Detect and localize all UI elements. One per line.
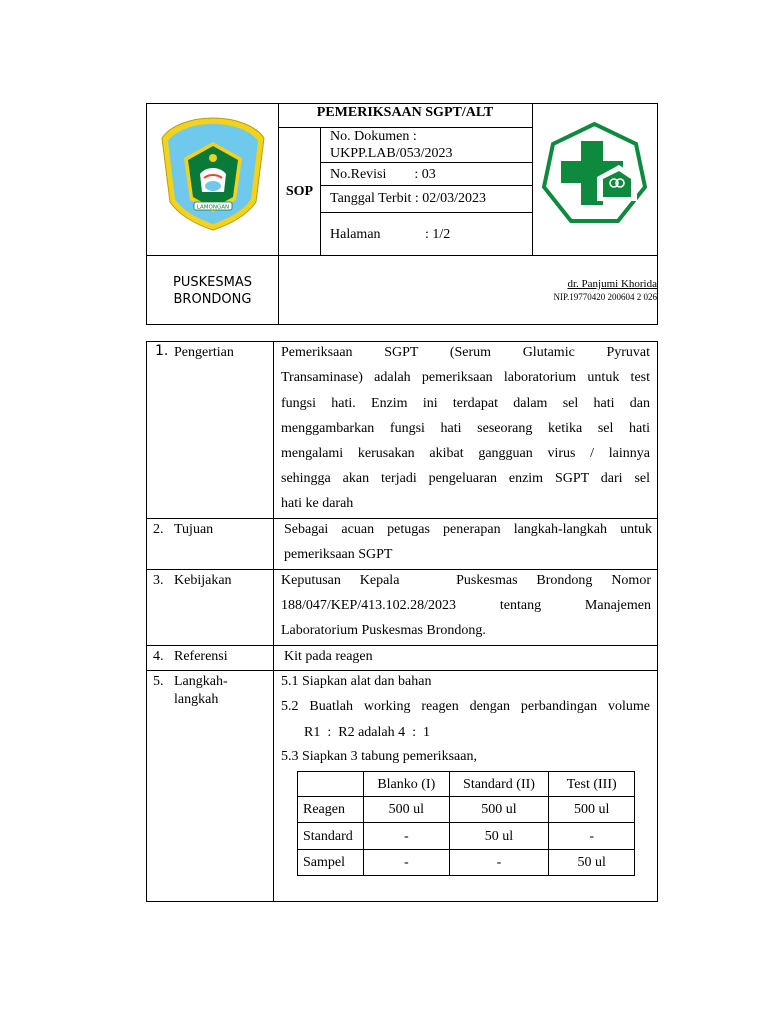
halaman-value: : 1/2 [425,227,451,242]
reagent-table-header-row [298,772,635,797]
step-5-3: 5.3 Siapkan 3 tabung pemeriksaan, [281,749,477,764]
section-2-label: Tujuan [174,522,214,537]
section-5-label-line2: langkah [174,692,219,707]
signer-nip: NIP.19770420 200604 2 026 [553,292,657,302]
reagent-table-header: Test (III) [549,772,635,797]
table-cell: 500 ul [449,797,549,823]
section-1-line: Pemeriksaan SGPT (Serum Glutamic Pyruvat [281,345,650,360]
reagent-table [297,771,635,876]
table-cell: - [549,823,635,849]
table-cell: - [363,823,449,849]
table-cell: - [363,849,449,875]
table-row [298,823,635,849]
section-4-number: 4. [153,649,164,664]
organization-name-line1: PUSKESMAS [173,275,252,290]
no-dokumen-label: No. Dokumen : [330,129,417,144]
no-revisi: No.Revisi : 03 [330,167,436,182]
section-3-label: Kebijakan [174,573,232,588]
section-1-line: Transaminase) adalah pemeriksaan laboratorium untuk test [281,370,650,385]
table-cell: 500 ul [363,797,449,823]
section-1-line: sehingga akan terjadi pengeluaran enzim SGPT dari sel [281,471,650,486]
kabupaten-emblem-logo [156,114,270,234]
reagent-table-header [298,772,364,797]
section-3-line: 188/047/KEP/413.102.28/2023 tentang Manajemen [281,598,651,613]
step-5-1: 5.1 Siapkan alat dan bahan [281,674,432,689]
table-cell: Reagen [298,797,364,823]
section-1-number: 1. [155,343,169,359]
section-1-line: mengalami kerusakan akibat gangguan virus / lainnya [281,446,650,461]
document-title: PEMERIKSAAN SGPT/ALT [316,105,494,120]
reagent-table-header: Blanko (I) [363,772,449,797]
svg-text:LAMONGAN: LAMONGAN [196,204,230,211]
sop-label: SOP [285,184,314,199]
step-5-2-ratio: R1 : R2 adalah 4 : 1 [304,725,430,740]
section-1-line: menggambarkan fungsi hati seseorang ketika sel hati [281,421,650,436]
no-dokumen-value: UKPP.LAB/053/2023 [330,146,453,161]
table-row [298,797,635,823]
section-2-line: pemeriksaan SGPT [284,547,393,562]
section-1-label: Pengertian [174,345,234,360]
halaman-label: Halaman [330,227,381,242]
section-2-line: Sebagai acuan petugas penerapan langkah-langkah untuk [284,522,652,537]
section-3-line: Laboratorium Puskesmas Brondong. [281,623,486,638]
table-cell: 50 ul [549,849,635,875]
table-cell: Sampel [298,849,364,875]
section-3-line: Keputusan Kepala Puskesmas Brondong Nomor [281,573,651,588]
table-cell: 500 ul [549,797,635,823]
table-row [298,849,635,875]
section-2-number: 2. [153,522,164,537]
table-cell: 50 ul [449,823,549,849]
signer-name: dr. Panjumi Khorida [567,278,657,290]
section-4-label: Referensi [174,649,228,664]
section-1-line: fungsi hati. Enzim ini terdapat dalam sel hati dan [281,396,650,411]
table-cell: Standard [298,823,364,849]
table-cell: - [449,849,549,875]
step-5-2: 5.2 Buatlah working reagen dengan perbandingan volume [281,699,650,714]
section-4-line: Kit pada reagen [284,649,373,664]
section-5-label-line1: Langkah- [174,674,228,689]
tanggal-terbit: Tanggal Terbit : 02/03/2023 [330,191,487,206]
section-5-number: 5. [153,674,164,689]
organization-name-line2: BRONDONG [173,292,252,307]
puskesmas-logo [541,121,648,225]
section-1-line: hati ke darah [281,496,354,511]
section-3-number: 3. [153,573,164,588]
reagent-table-header: Standard (II) [449,772,549,797]
